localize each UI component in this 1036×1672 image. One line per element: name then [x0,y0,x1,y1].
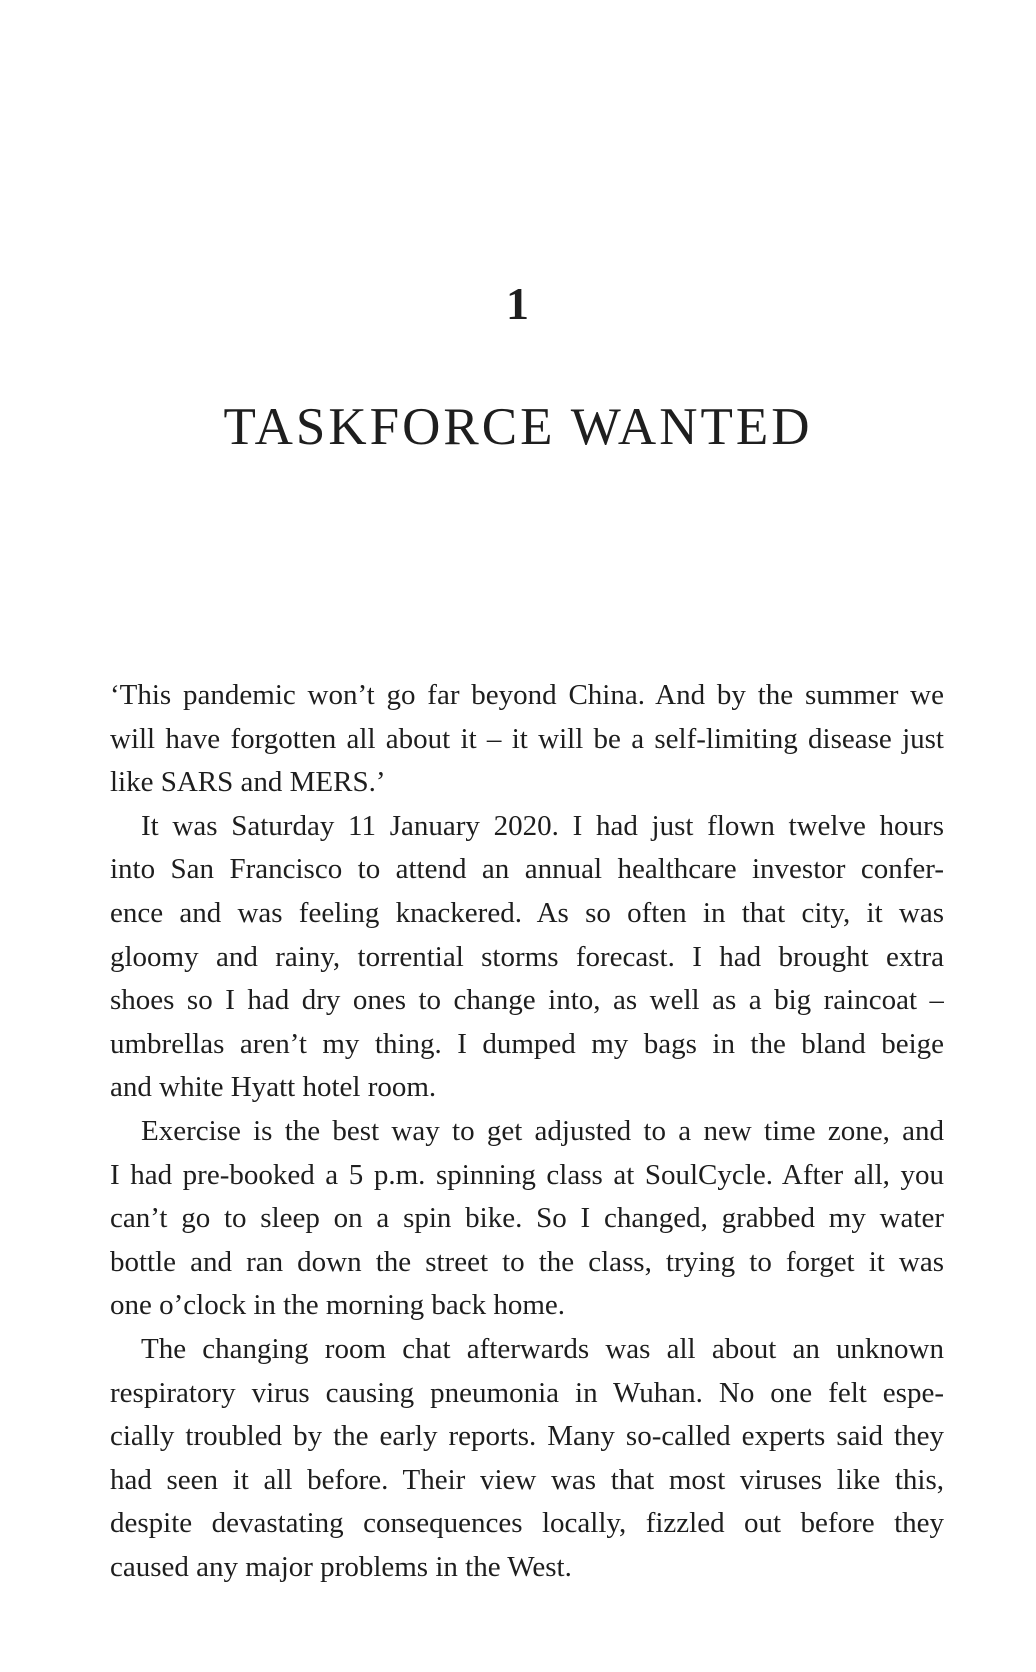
text-line: and white Hyatt hotel room. [110,1071,437,1104]
text-line: shoes so I had dry ones to change into, as well as a big raincoat – [110,984,944,1017]
text-line: caused any major problems in the West. [110,1550,572,1583]
text-line: can’t go to sleep on a spin bike. So I changed, grabbed my water [110,1202,944,1235]
text-line: respiratory virus causing pneumonia in Wuhan. No one felt espe- [110,1376,944,1409]
text-line: one o’clock in the morning back home. [110,1289,566,1322]
text-line: despite devastating consequences locally, fizzled out before they [110,1507,944,1540]
text-line: into San Francisco to attend an annual healthcare investor confer- [110,853,944,886]
chapter-title: TASKFORCE WANTED [223,398,813,456]
text-line: bottle and ran down the street to the class, trying to forget it was [110,1245,944,1278]
text-line: ence and was feeling knackered. As so often in that city, it was [110,896,944,929]
text-line: gloomy and rainy, torrential storms forecast. I had brought extra [110,940,944,973]
paragraph [110,674,944,805]
text-line: Exercise is the best way to get adjusted to a new time zone, and [141,1114,944,1147]
paragraph [110,805,944,1110]
text-line: The changing room chat afterwards was all about an unknown [141,1332,944,1365]
text-line: had seen it all before. Their view was that most viruses like this, [110,1463,944,1496]
body-text [110,674,944,1589]
text-line: will have forgotten all about it – it will be a self-limiting disease just [110,722,944,755]
text-line: cially troubled by the early reports. Many so-called experts said they [110,1420,944,1453]
chapter-number: 1 [506,278,530,329]
text-line: umbrellas aren’t my thing. I dumped my bags in the bland beige [110,1027,944,1060]
text-line: like SARS and MERS.’ [110,766,386,799]
text-line: It was Saturday 11 January 2020. I had just flown twelve hours [141,809,944,842]
text-line: I had pre-booked a 5 p.m. spinning class at SoulCycle. After all, you [110,1158,944,1191]
text-line: ‘This pandemic won’t go far beyond China. And by the summer we [110,679,944,711]
paragraph [110,1328,944,1590]
paragraph [110,1110,944,1328]
